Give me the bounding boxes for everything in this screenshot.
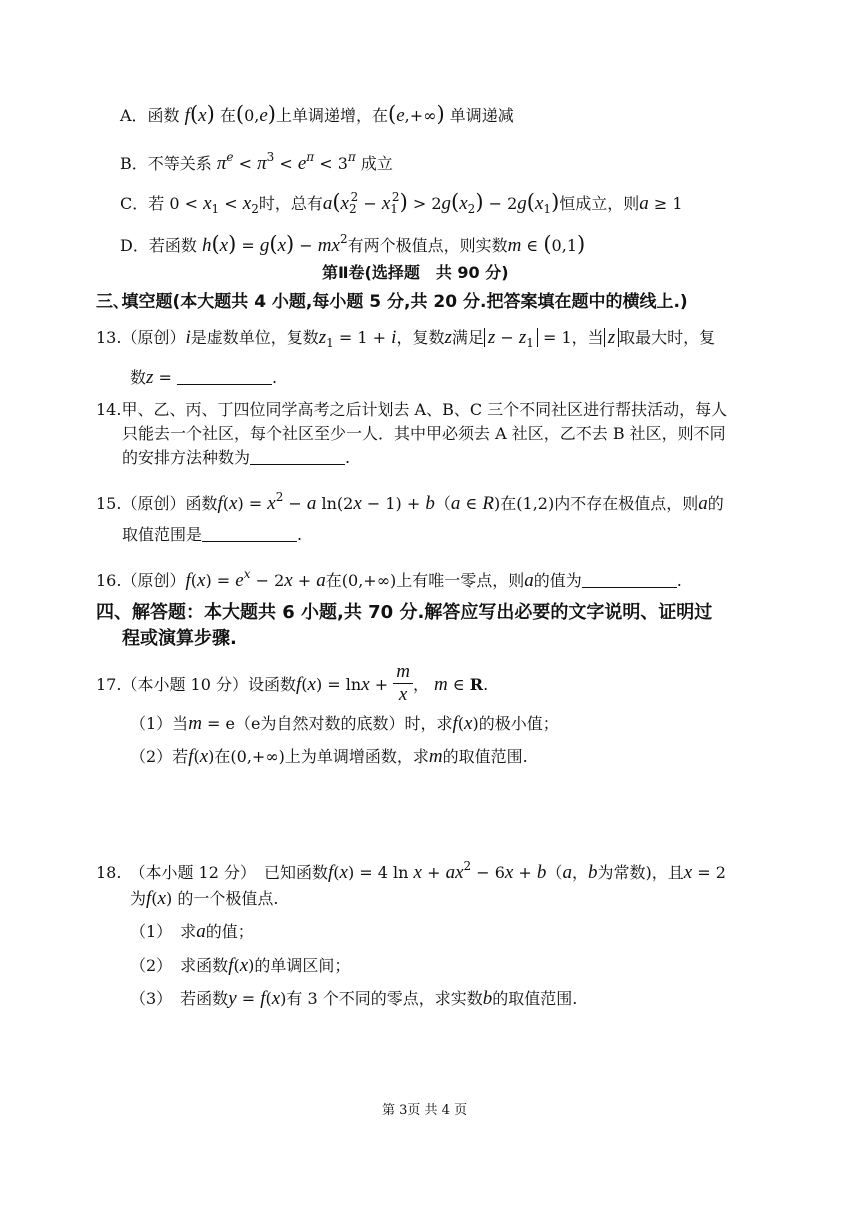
question-17-part1: （1）当m = e（e为自然对数的底数）时，求f(x)的极小值；	[130, 713, 559, 734]
section4-heading-line2: 程或演算步骤.	[122, 628, 237, 649]
page-footer: 第 3页 共 4 页	[382, 1103, 468, 1118]
section4-heading-line1: 四、解答题：本大题共 6 小题,共 70 分.解答应写出必要的文字说明、证明过	[96, 602, 713, 623]
answer-blank-15[interactable]	[202, 525, 297, 542]
answer-blank-13[interactable]	[177, 368, 272, 385]
question-15-line1: 15.（原创）函数$f(x) = x^2 - a$ ln(2x − 1) + b（a ∈ R)在(1,2)内不存在极值点，则a的	[96, 490, 724, 514]
section3-heading: 三､填空题(本大题共 4 小题,每小题 5 分,共 20 分.把答案填在题中的横线上.)	[96, 292, 688, 312]
answer-blank-16[interactable]	[582, 571, 677, 588]
question-15-line2: 取值范围是 .	[122, 525, 303, 544]
option-b: B．不等关系 $\pi^e < \pi^3 < e^\pi < 3^\pi$ 成立	[120, 150, 393, 174]
question-18-part2: （2） 求函数f(x)的单调区间；	[130, 955, 351, 976]
option-a: A．函数 f(x) 在(0,e)上单调递增，在(e,+∞) 单调递减	[120, 102, 514, 126]
question-13-line2: 数z = .	[130, 367, 278, 388]
option-c: C．若 $0 < x_1 < x_2$时，总有$a(x_2^2 - x_1^2) > 2g(x_2) - 2g(x_1)$恒成立，则a ≥ 1	[120, 190, 683, 216]
question-18-head: 18. （本小题 12 分） 已知函数f(x) = 4 $\ln x + ax^2 - 6x + b(a$，b为常数)，且x = 2	[96, 859, 726, 883]
option-d: D．若函数 $h(x) = g(x) - mx^2$有两个极值点，则实数m ∈ (0,1)	[120, 232, 586, 256]
question-14-line1: 14.甲、乙、丙、丁四位同学高考之后计划去 A、B、C 三个不同社区进行帮扶活动，每人	[96, 400, 728, 419]
volume2-heading: 第Ⅱ卷(选择题 共 90 分)	[322, 263, 509, 282]
question-17-head: 17.（本小题 10 分）设函数f(x) = lnx + $\frac{m}{x}$ ， m ∈ R.	[96, 661, 489, 705]
question-16: 16.（原创）$f(x) = e^x - 2x + a$在(0,+∞)上有唯一零点，则a的值为 .	[96, 567, 682, 591]
question-14-line2: 只能去一个社区，每个社区至少一人．其中甲必须去 A 社区，乙不去 B 社区，则不同	[122, 424, 726, 443]
question-17-part2: （2）若f(x)在(0,+∞)上为单调增函数，求m的取值范围.	[130, 746, 528, 767]
question-18-part1: （1） 求a的值；	[130, 921, 254, 942]
question-18-line2: 为f(x) 的一个极值点.	[130, 888, 279, 909]
question-13-line1: 13.（原创）i是虚数单位，复数$z_1 = 1 + i$，复数z满足 $z - z_1 = 1$，当 z 取最大时，复	[96, 327, 716, 350]
question-18-part3: （3） 若函数y = f(x)有 3 个不同的零点，求实数b的取值范围.	[130, 988, 578, 1009]
question-14-line3: 的安排方法种数为 .	[122, 448, 351, 467]
answer-blank-14[interactable]	[250, 448, 345, 465]
fraction-m-over-x: $\frac{m}{x}$	[393, 661, 413, 706]
